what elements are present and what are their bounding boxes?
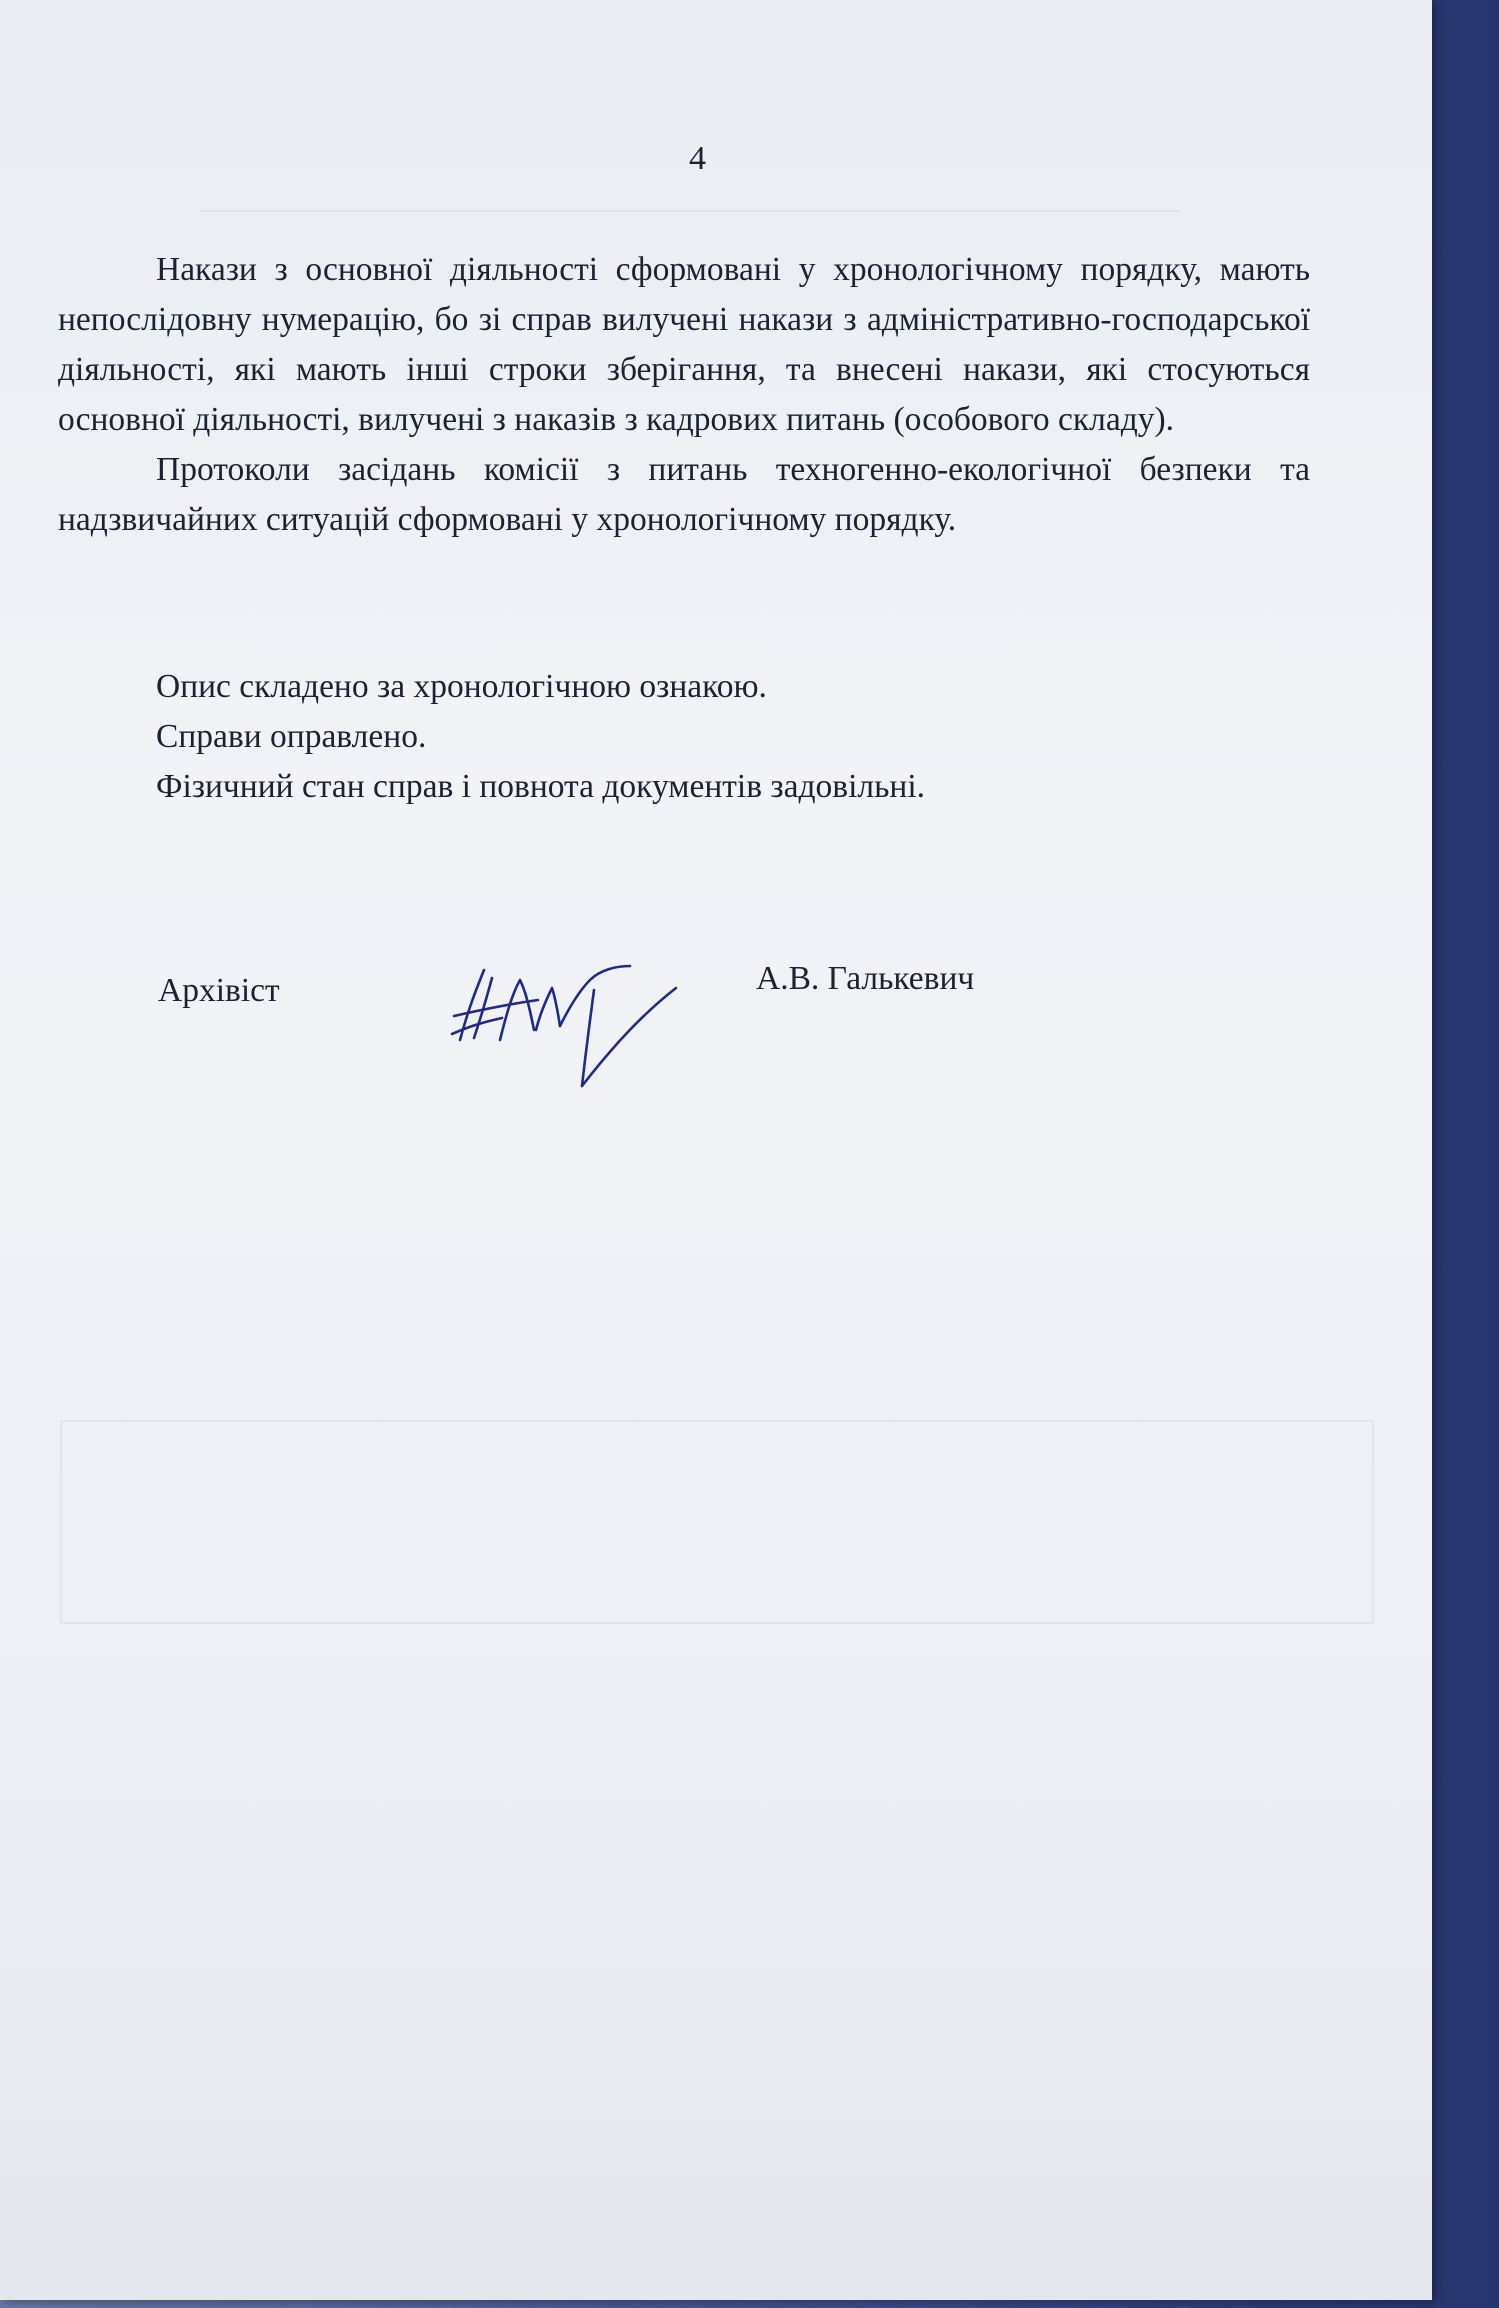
paragraph-orders: Накази з основної діяльності сформовані у хронологічному порядку, мають непослідовну нумерацію, бо зі справ вилучені накази з адміністративно-господарської діяльності, які мають інші строки зберігання, та внесені накази, які стосуються основної діяльності, вилучені з наказів з кадрових питань (особового складу).	[58, 251, 1310, 438]
inventory-notes	[156, 662, 925, 812]
body-text	[58, 245, 1310, 545]
handwritten-signature	[440, 930, 700, 1100]
note-compiled: Опис складено за хронологічною ознакою.	[156, 668, 767, 705]
signer-role: Архівіст	[158, 972, 280, 1009]
note-bound: Справи оправлено.	[156, 718, 427, 755]
signer-name: А.В. Галькевич	[756, 960, 975, 997]
paragraph-protocols: Протоколи засідань комісії з питань техногенно-екологічної безпеки та надзвичайних ситуацій сформовані у хронологічному порядку.	[58, 451, 1310, 538]
note-condition: Фізичний стан справ і повнота документів задовільні.	[156, 768, 926, 805]
bleed-through-table	[60, 1420, 1374, 1624]
page-number: 4	[689, 140, 706, 177]
